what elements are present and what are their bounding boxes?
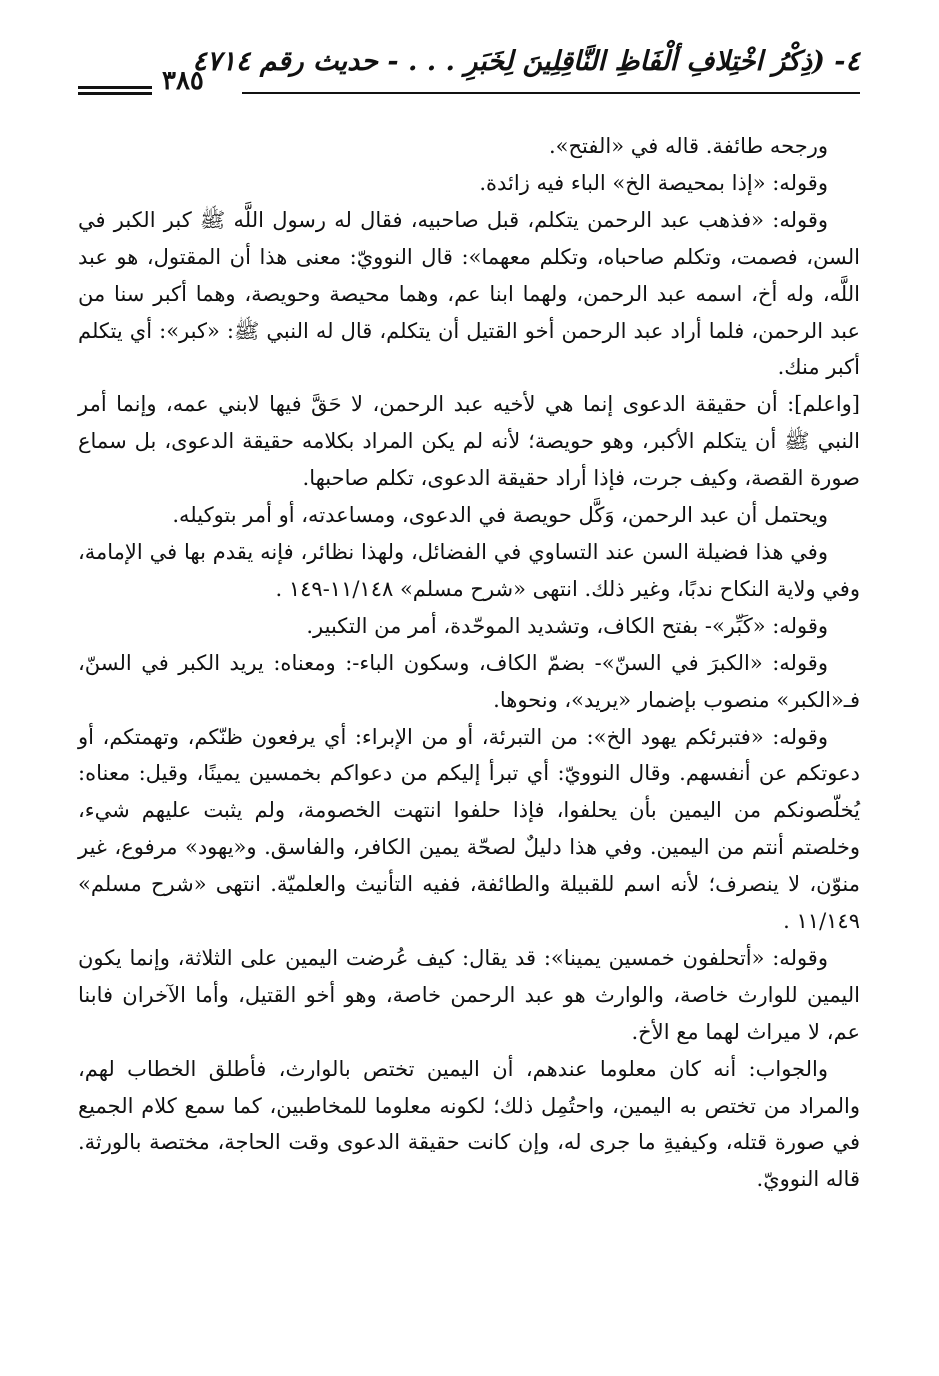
paragraph: وفي هذا فضيلة السن عند التساوي في الفضائل، ولهذا نظائر، فإنه يقدم بها في الإمامة، وفي ولاية النكاح ندبًا، وغير ذلك. انتهى «شرح مسلم» ١١/١٤٨-١٤٩ . [78, 539, 860, 601]
rule-line [78, 92, 152, 95]
paragraph: والجواب: أنه كان معلوما عندهم، أن اليمين تختص بالوارث، فأطلق الخطاب لهم، والمراد من تختص به اليمين، واحتُمِل ذلك؛ لكونه معلوما للمخاطبين، كما سمع كلام الجميع في صورة قتله، وكيفيةِ ما جرى له، وإن كانت حقيقة الدعوى وقت الحاجة، مختصة بالورثة. قاله النوويّ. [78, 1056, 860, 1192]
paragraph: وقوله: «فتبرئكم يهود الخ»: من التبرئة، أو من الإبراء: أي يرفعون ظنّكم، وتهمتكم، أو دعوتكم عن أنفسهم. وقال النوويّ: أي تبرأ إليكم من دعواكم بخمسين يمينًا، وقيل: معناه: يُخلّصونكم من اليمين بأن يحلفوا، فإذا حلفوا انتهت الخصومة، ولم يثبت عليهم شيء، وخلصتم أنتم من اليمين. وفي هذا دليلٌ لصحّة يمين الكافر، والفاسق. و«يهود» مرفوع، غير منوّن، لا ينصرف؛ لأنه اسم للقبيلة والطائفة، ففيه التأنيث والعلميّة. انتهى «شرح مسلم» ١١/١٤٩ . [78, 724, 860, 934]
rule-line [78, 86, 152, 89]
header-title: ٤- (ذِكْرُ اخْتِلافِ ألْفَاظِ النَّاقِلِينَ لِخَبَرِ . . . - حديث رقم ٤٧١٤ [192, 46, 860, 77]
page-number-rules [78, 86, 152, 98]
paragraph: ورجحه طائفة. قاله في «الفتح». [548, 134, 828, 158]
paragraph: وقوله: «الكبرَ في السنّ»- بضمّ الكاف، وسكون الباء-: ومعناه: يريد الكبر في السنّ، فـ«الكبر» منصوب بإضمار «يريد»، ونحوها. [78, 650, 860, 712]
body-text [78, 128, 860, 1198]
paragraph: وقوله: «إذا بمحيصة الخ» الباء فيه زائدة. [479, 170, 828, 195]
running-header [78, 40, 860, 106]
paragraph: وقوله: «فذهب عبد الرحمن يتكلم، قبل صاحبيه، فقال له رسول اللَّه ﷺ كبر الكبر في السن، فصمت، وتكلم صاحباه، وتكلم معهما»: قال النوويّ: معنى هذا أن المقتول، هو عبد اللَّه، وله أخ، اسمه عبد الرحمن، ولهما ابنا عم، وهما محيصة وحويصة، وهما أكبر سنا من عبد الرحمن، فلما أراد عبد الرحمن أخو القتيل أن يتكلم، قال له النبي ﷺ: «كبر»: أي يتكلم أكبر منك. [78, 207, 860, 380]
paragraph: وقوله: «أتحلفون خمسين يمينا»: قد يقال: كيف عُرضت اليمين على الثلاثة، وإنما يكون اليمين للوارث خاصة، والوارث هو عبد الرحمن خاصة، وهو أخو القتيل، وأما الآخران فابنا عم، لا ميراث لهما مع الأخ. [78, 945, 860, 1044]
page-number: ٣٨٥ [162, 66, 204, 96]
paragraph: ويحتمل أن عبد الرحمن، وَكَّل حويصة في الدعوى، ومساعدته، أو أمر بتوكيله. [172, 503, 828, 528]
paragraph: وقوله: «كَبِّر»- بفتح الكاف، وتشديد الموحّدة، أمر من التكبير. [306, 613, 828, 638]
header-rule [242, 92, 860, 94]
paragraph: [واعلم]: أن حقيقة الدعوى إنما هي لأخيه عبد الرحمن، لا حَقَّ فيها لابني عمه، وإنما أمر النبي ﷺ أن يتكلم الأكبر، وهو حويصة؛ لأنه لم يكن المراد بكلامه حقيقة الدعوى، بل سماع صورة القصة، وكيف جرت، فإذا أراد حقيقة الدعوى، تكلم صاحبها. [78, 392, 860, 491]
